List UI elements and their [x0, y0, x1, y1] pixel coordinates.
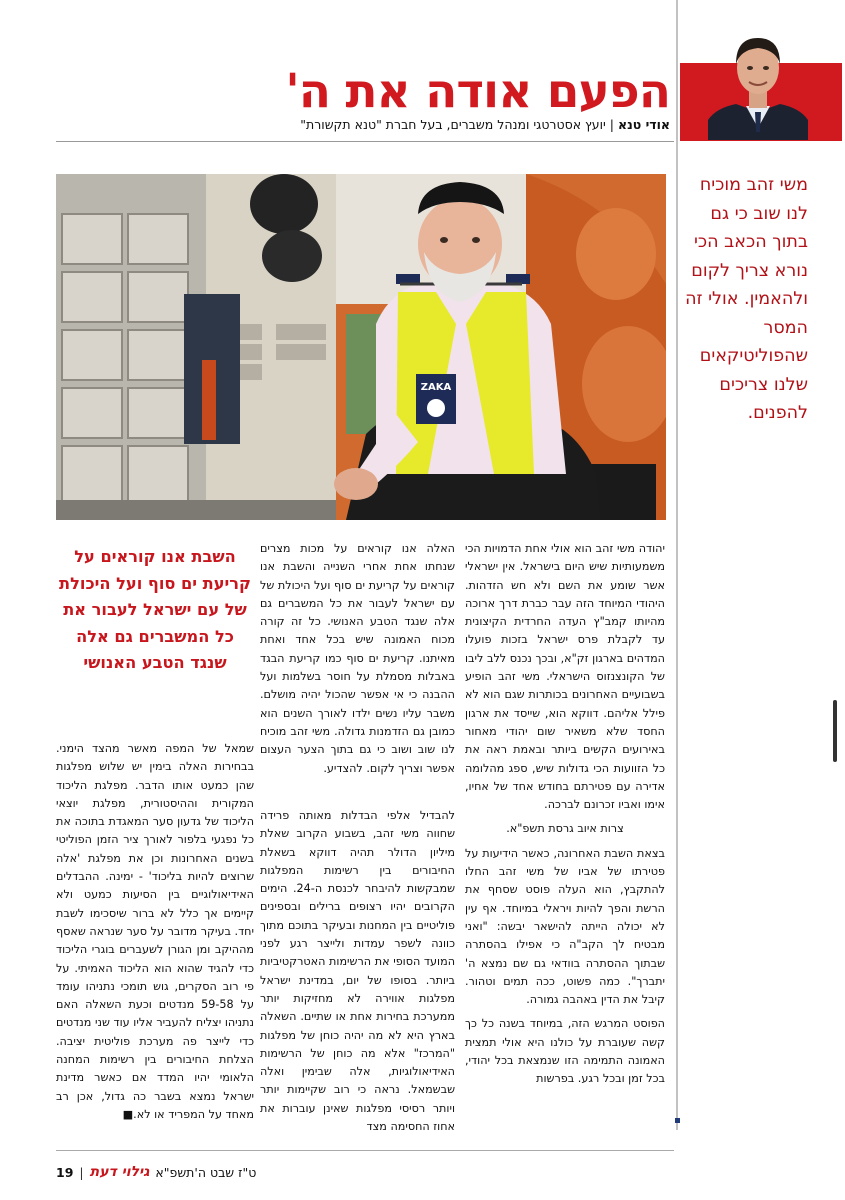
- issue-date: ט"ז שבט ה'תשפ"א: [155, 1164, 257, 1180]
- article-column-1: [465, 540, 665, 1095]
- paragraph: יהודה משי זהב הוא אולי אחת הדמויות הכי משמעותיות שיש היום בישראל. אין ישראלי אשר שומע את השם ולא חש הזדהות. היהודי המיוחד הזה עבר כברת דרך ארוכה מהיותו קמב"ץ העדה החרדית הקיצונית עד לקבלת פרס ישראל בזכות פועלו המדהים בארגון זק"א, ובכך נכנס ללב ליבו של הקונצנזוס הישראלי. משי זהב הופיע בשבועיים האחרונים בכותרות שגם הוא לא פילל אליהם. דווקא הוא, שייסד את ארגון החסד שלא משאיר שום יהודי מאחור באירועים הקשים ביותר ובאמת ראה את כל הזוועות הכי גדולות שיש, ספג מהלומה אדירה עם פטירתם בחודש אחד של אחיו, אימו ואביו זכרונם לברכה.: [465, 542, 665, 812]
- page-number: 19: [56, 1164, 74, 1180]
- paragraph: הפוסט המרגש הזה, במיוחד בשנה כל כך קשה שעוברת על כולנו היא אולי תמצית האמונה התמימה הזו שנמצאת בכל יהודי, בכל זמן ובכל רגע. בפרשות: [465, 1017, 665, 1086]
- magazine-logo: גילוי דעת: [89, 1164, 150, 1180]
- scrollbar-thumb[interactable]: [833, 700, 837, 762]
- footer-separator: |: [79, 1164, 84, 1180]
- paragraph: צרות איוב גרסת תשפ"א.: [506, 822, 624, 836]
- column-divider: [676, 0, 678, 1130]
- article-photo: [56, 174, 666, 520]
- byline-author: אודי טנא: [617, 117, 670, 132]
- article-column-3: [56, 740, 254, 1130]
- paragraph: האלה אנו קוראים על מכות מצרים שנחתו אחת אחרי השנייה והשבת אנו קוראים על קריעת ים סוף ועל היכולת של עם ישראל לעבור את כל המשברים גם אלה שנגד הטבע האנושי. כל זה קורה מכוח האמונה שיש בכל אחד ואחת מאיתנו. קריעת ים סוף כמו קריעת הבגד באבלות מסמלת על חוסר בשלמות ועל ההבנה כי אי אפשר שהכול יהיה מושלם. משבר עליו נשים ילדו לאורך השנים הוא כמובן גם הזדמנות גדולה. משי זהב מוכיח לנו שוב ושוב כי גם בתוך הצער העצום אפשר וצריך לקום. להצדיע.: [260, 542, 455, 775]
- article-column-2-top: [260, 540, 455, 784]
- author-photo: [708, 28, 808, 140]
- byline-separator: |: [605, 117, 618, 132]
- headline: הפעם אודה את ה': [285, 64, 670, 119]
- divider-end-mark: [675, 1118, 680, 1123]
- pull-quote: השבת אנו קוראים על קריעת ים סוף ועל היכולת של עם ישראל לעבור את כל המשברים גם אלה שנגד הטבע האנושי: [59, 547, 251, 672]
- footer-rule: [56, 1150, 674, 1151]
- paragraph: בצאת השבת האחרונה, כאשר הידיעות על פטירתו של אביו של משי זהב החלו להתקבץ, הוא העלה פוסט שסחף את הרשת והפך להיות ויראלי במיוחד. אף עין לא יכולה הייתה להישאר יבשה: "ואני מבטיח לך הקב"ה כי אפילו בהסתרה שבתוך ההסתרה בוודאי גם שם נמצא ה' יתברך". כמה פשוט, ככה תמים וטהור. קיבל את הדין באהבה גמורה.: [465, 846, 665, 1007]
- article-column-2-bottom: [260, 807, 455, 1142]
- byline: [190, 117, 670, 132]
- paragraph: להבדיל אלפי הבדלות מאותה פרידה שחווה משי זהב, בשבוע הקרוב שאלת מיליון הדולר תהיה דווקא בשאלת החיבורים בין רשימות המפלגות שמבקשות להיבחר לכנסת ה-24. הימים הקרובים יהיו רצופים ברילים ובספינים פוליטיים בין המחנות ובעיקר בתוכם מתוך כוונה לשפר עמדות ולייצר רגע לפני המועד הסופי את הרשימות האטרקטיביות ביותר. בסופו של יום, במדינת ישראל מפלגות אווירה לא מחזיקות יותר ממערכת בחירות אחת או שתיים. השאלה בארץ היא לא מה יהיה כוחן של מפלגות "המרכז" אלא מה כוחן של הרשימות האידיאולוגיות, אלה שבימין ואלה שבשמאל. נראה כי רוב שקיימות יותר ויותר רסיסי מפלגות שאינן עוברות את אחוז החסימה מצד: [260, 809, 455, 1134]
- page-footer: [56, 1162, 256, 1182]
- byline-role: יועץ אסטרטגי ומנהל משברים, בעל חברת "טנא תקשורת": [300, 117, 606, 132]
- paragraph: שמאל של המפה מאשר מהצד הימני. בבחירות האלה בימין יש שלוש מפלגות שהן כמעט אותו הדבר. מפלגת הליכוד המקורית וההיסטורית, מפלגת יוצאי הליכוד של גדעון סער המאגדת בתוכה את כל נפגעי בלפור לאורך ציר הזמן הפוליטי בשנים האחרונות וכן את מפלגת 'אלה שרוצים להיות בליכוד' - ימינה. ההבדלים האידיאולוגיים בין הסיעות כמעט ולא קיימים אך כלל לא ברור שיסכימו לשבת יחד. בעיקר מדובר על סער שנראה שאסף מההיקב ומן הגורן לשעברים בוגרי הליכוד כדי להגיד שהוא הוא הליכוד האמיתי. על פי רוב הסקרים, גוש תומכי נתניהו עומד על 59-58 מנדטים וכעת השאלה האם נתניהו יצליח להעביר אליו עוד שני מנדטים כדי לייצר פה מערכת פוליטית יציבה. הצלחת החיבורים בין רשימות המחנה הלאומי יהיו המדד אם כאשר מדינת ישראל נמצא בשבר כה גדול, אכן רב מאחד על המפריד או לא.■: [56, 742, 254, 1121]
- header-rule: [56, 141, 674, 142]
- vest-badge: ZAKA: [420, 382, 452, 393]
- side-quote: משי זהב מוכיח לנו שוב כי גם בתוך הכאב הכי נורא צריך לקום ולהאמין. אולי זה המסר שהפוליטיקאים שלנו צריכים להפנים.: [685, 175, 808, 423]
